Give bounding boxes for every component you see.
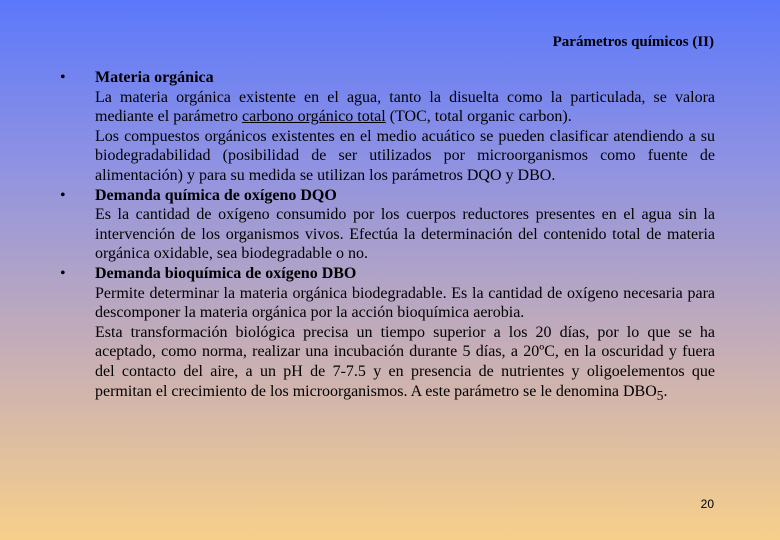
paragraph-text: Esta transformación biológica precisa un tiempo superior a los 20 días, por lo que se ha aceptado, como norma, realizar una incubación durante 5 días, a 20ºC, en la oscuridad y fuera del contacto del aire, a un pH de 7-7.5 y en presencia de nutrientes y oligoelementos que permitan el crecimiento de los microorganismos. A este parámetro se le denomina DBO <box>95 323 715 400</box>
section-paragraph: Permite determinar la materia orgánica biodegradable. Es la cantidad de oxígeno necesaria para descomponer la materia orgánica por la acción bioquímica aerobia. <box>95 284 715 322</box>
section-paragraph: Los compuestos orgánicos existentes en el medio acuático se pueden clasificar atendiendo a su biodegradabilidad (posibilidad de ser utilizados por microorganismos como fuente de alimentación) y para su medida se utilizan los parámetros DQO y DBO. <box>95 127 715 184</box>
page-number: 20 <box>700 497 714 511</box>
subscript: 5 <box>656 387 664 403</box>
bullet-item-dbo <box>60 264 715 405</box>
section-paragraph <box>95 323 715 406</box>
bullet-icon: • <box>60 69 66 86</box>
paragraph-text: . <box>663 382 668 400</box>
bullet-item-dqo <box>60 186 715 264</box>
bullet-icon: • <box>60 264 66 282</box>
section-heading: Demanda bioquímica de oxígeno DBO <box>95 264 357 282</box>
section-heading: Demanda química de oxígeno DQO <box>95 186 337 204</box>
section-paragraph <box>95 88 715 127</box>
section-paragraph: Es la cantidad de oxígeno consumido por los cuerpos reductores presentes en el agua sin la intervención de los organismos vivos. Efectúa la determinación del contenido total de materia orgánica oxidable, sea biodegradable o no. <box>95 206 715 263</box>
slide-title: Parámetros químicos (II) <box>552 34 714 50</box>
paragraph-text: (TOC, total organic carbon). <box>385 108 572 126</box>
bullet-item-materia-organica <box>60 68 715 186</box>
bullet-icon: • <box>60 186 66 204</box>
underlined-term: carbono orgánico total <box>242 108 386 126</box>
slide-content <box>60 68 715 405</box>
paragraph-text: La materia orgánica existente en el agua, tanto la disuelta como la particulada, se valora mediante el parámetro <box>95 88 715 126</box>
section-heading: Materia orgánica <box>95 69 214 86</box>
